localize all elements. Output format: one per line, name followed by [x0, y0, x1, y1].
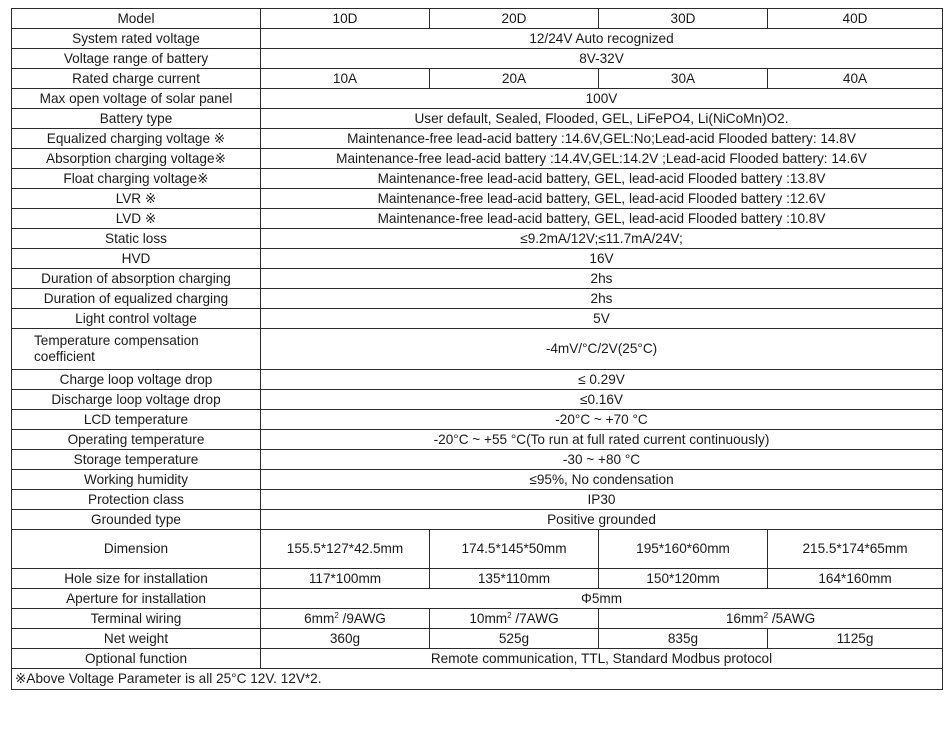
value-10d: 117*100mm — [261, 569, 430, 589]
value-30d: 835g — [599, 629, 768, 649]
row-label: Static loss — [12, 229, 261, 249]
row-value: Remote communication, TTL, Standard Modbus protocol — [261, 649, 943, 669]
row-value: -4mV/°C/2V(25°C) — [261, 329, 943, 370]
row-discharge-drop — [12, 390, 943, 410]
row-aperture — [12, 589, 943, 609]
row-label: System rated voltage — [12, 29, 261, 49]
row-absorption-voltage — [12, 149, 943, 169]
row-value: Φ5mm — [261, 589, 943, 609]
row-storage-temp — [12, 450, 943, 470]
row-label: Hole size for installation — [12, 569, 261, 589]
value-40d: 215.5*174*65mm — [768, 530, 943, 569]
row-label: Aperture for installation — [12, 589, 261, 609]
wire-size: 16mm — [725, 610, 764, 626]
row-label: LVD ※ — [12, 209, 261, 229]
row-dimension — [12, 530, 943, 569]
row-value: Maintenance-free lead-acid battery, GEL, lead-acid Flooded battery :10.8V — [261, 209, 943, 229]
row-system-voltage — [12, 29, 943, 49]
value-20d: 20A — [430, 69, 599, 89]
row-hole-size — [12, 569, 943, 589]
row-charge-current — [12, 69, 943, 89]
row-label: Voltage range of battery — [12, 49, 261, 69]
row-temp-compensation — [12, 329, 943, 370]
row-label: Charge loop voltage drop — [12, 370, 261, 390]
row-label: Storage temperature — [12, 450, 261, 470]
row-value: Maintenance-free lead-acid battery, GEL, lead-acid Flooded battery :12.6V — [261, 189, 943, 209]
value-10d: 10A — [261, 69, 430, 89]
value-40d: 164*160mm — [768, 569, 943, 589]
row-value: ≤0.16V — [261, 390, 943, 410]
row-label: Float charging voltage※ — [12, 169, 261, 189]
row-voltage-range — [12, 49, 943, 69]
row-value: 16V — [261, 249, 943, 269]
row-static-loss — [12, 229, 943, 249]
value-20d: 525g — [430, 629, 599, 649]
model-20d: 20D — [430, 9, 599, 29]
wire-size: 6mm — [304, 610, 335, 626]
row-model — [12, 9, 943, 29]
row-label: Model — [12, 9, 261, 29]
value-30d: 195*160*60mm — [599, 530, 768, 569]
row-value: -20°C ~ +55 °C(To run at full rated current continuously) — [261, 430, 943, 450]
row-label: Working humidity — [12, 470, 261, 490]
row-value: 5V — [261, 309, 943, 329]
wire-size: 10mm — [469, 610, 508, 626]
row-value: 100V — [261, 89, 943, 109]
specification-table — [11, 8, 943, 690]
model-10d: 10D — [261, 9, 430, 29]
row-label: Net weight — [12, 629, 261, 649]
row-value: Maintenance-free lead-acid battery :14.6V,GEL:No;Lead-acid Flooded battery: 14.8V — [261, 129, 943, 149]
value-40d: 1125g — [768, 629, 943, 649]
row-footnote — [12, 669, 943, 690]
row-label: LCD temperature — [12, 410, 261, 430]
wire-gauge: /7AWG — [511, 610, 559, 626]
value-10d: 155.5*127*42.5mm — [261, 530, 430, 569]
row-battery-type — [12, 109, 943, 129]
row-value: User default, Sealed, Flooded, GEL, LiFePO4, Li(NiCoMn)O2. — [261, 109, 943, 129]
row-label: Temperature compensation coefficient — [12, 329, 261, 370]
row-value: ≤9.2mA/12V;≤11.7mA/24V; — [261, 229, 943, 249]
row-value: 12/24V Auto recognized — [261, 29, 943, 49]
row-label: Equalized charging voltage ※ — [12, 129, 261, 149]
row-label: Light control voltage — [12, 309, 261, 329]
row-charge-drop — [12, 370, 943, 390]
model-40d: 40D — [768, 9, 943, 29]
row-value: IP30 — [261, 490, 943, 510]
footnote: ※Above Voltage Parameter is all 25°C 12V. 12V*2. — [12, 669, 943, 690]
row-label: Absorption charging voltage※ — [12, 149, 261, 169]
value-30d-40d — [599, 609, 943, 629]
row-max-open-voltage — [12, 89, 943, 109]
row-value: Maintenance-free lead-acid battery :14.4V,GEL:14.2V ;Lead-acid Flooded battery: 14.6V — [261, 149, 943, 169]
value-20d — [430, 609, 599, 629]
row-label: Operating temperature — [12, 430, 261, 450]
row-label: Terminal wiring — [12, 609, 261, 629]
row-light-control — [12, 309, 943, 329]
row-label: Dimension — [12, 530, 261, 569]
row-operating-temp — [12, 430, 943, 450]
row-value: ≤95%, No condensation — [261, 470, 943, 490]
row-value: Positive grounded — [261, 510, 943, 530]
row-terminal-wiring — [12, 609, 943, 629]
model-30d: 30D — [599, 9, 768, 29]
row-label: Duration of equalized charging — [12, 289, 261, 309]
row-net-weight — [12, 629, 943, 649]
value-30d: 30A — [599, 69, 768, 89]
row-value: 2hs — [261, 289, 943, 309]
superscript: 2 — [763, 610, 769, 620]
row-label: HVD — [12, 249, 261, 269]
row-value: Maintenance-free lead-acid battery, GEL, lead-acid Flooded battery :13.8V — [261, 169, 943, 189]
row-value: 8V-32V — [261, 49, 943, 69]
row-label: LVR ※ — [12, 189, 261, 209]
superscript: 2 — [334, 610, 339, 620]
value-10d: 360g — [261, 629, 430, 649]
row-lvr — [12, 189, 943, 209]
row-float-voltage — [12, 169, 943, 189]
row-grounded — [12, 510, 943, 530]
row-equalized-voltage — [12, 129, 943, 149]
row-label: Protection class — [12, 490, 261, 510]
row-lcd-temp — [12, 410, 943, 430]
row-label: Rated charge current — [12, 69, 261, 89]
value-10d — [261, 609, 430, 629]
row-optional-function — [12, 649, 943, 669]
row-value: -30 ~ +80 °C — [261, 450, 943, 470]
row-value: -20°C ~ +70 °C — [261, 410, 943, 430]
row-label: Battery type — [12, 109, 261, 129]
value-20d: 174.5*145*50mm — [430, 530, 599, 569]
wire-gauge: /9AWG — [338, 610, 386, 626]
superscript: 2 — [507, 610, 512, 620]
row-label: Discharge loop voltage drop — [12, 390, 261, 410]
row-label: Duration of absorption charging — [12, 269, 261, 289]
row-label: Max open voltage of solar panel — [12, 89, 261, 109]
row-label: Optional function — [12, 649, 261, 669]
row-absorption-duration — [12, 269, 943, 289]
wire-gauge: /5AWG — [768, 610, 816, 626]
value-30d: 150*120mm — [599, 569, 768, 589]
row-hvd — [12, 249, 943, 269]
row-humidity — [12, 470, 943, 490]
value-40d: 40A — [768, 69, 943, 89]
row-value: ≤ 0.29V — [261, 370, 943, 390]
row-lvd — [12, 209, 943, 229]
row-label: Grounded type — [12, 510, 261, 530]
row-value: 2hs — [261, 269, 943, 289]
row-protection — [12, 490, 943, 510]
row-equalized-duration — [12, 289, 943, 309]
value-20d: 135*110mm — [430, 569, 599, 589]
